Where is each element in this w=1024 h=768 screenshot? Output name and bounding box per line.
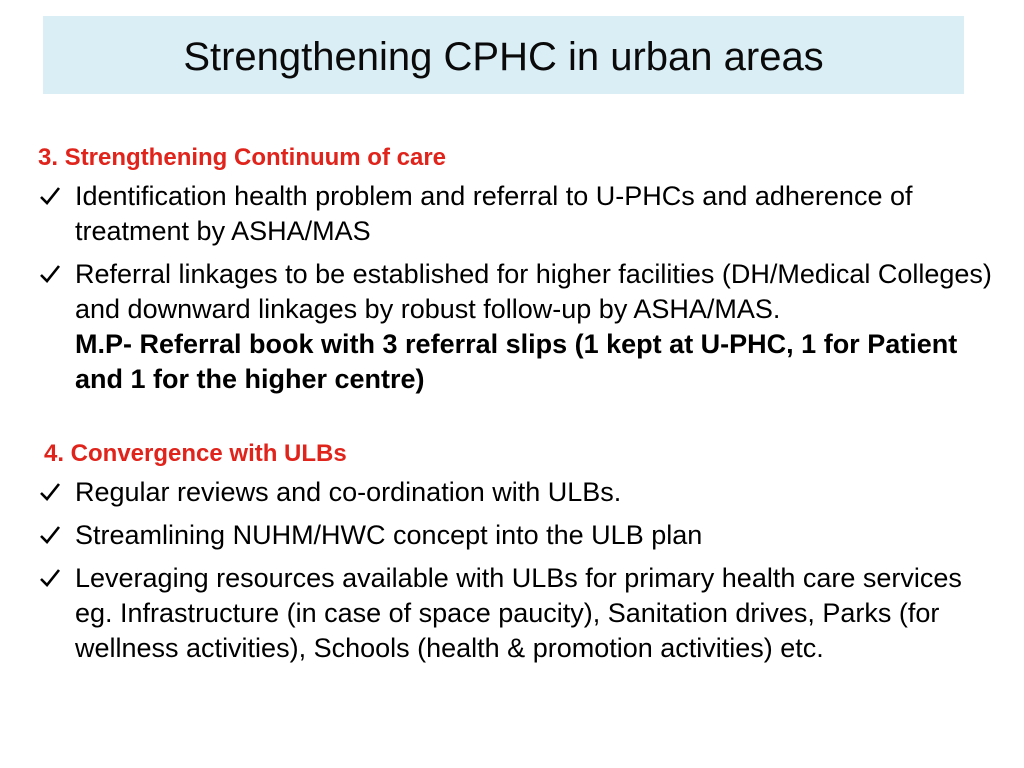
- checkmark-icon: [39, 475, 63, 510]
- title-bar: [43, 16, 964, 94]
- checkmark-icon: [39, 561, 63, 596]
- checkmark-icon: [39, 179, 63, 214]
- bullet-list: [38, 475, 998, 666]
- section-continuum-of-care: [38, 142, 998, 405]
- list-item: [38, 475, 998, 510]
- page-title: Strengthening CPHC in urban areas: [183, 35, 824, 79]
- section-convergence-ulbs: [38, 438, 998, 674]
- bullet-bold-note: M.P- Referral book with 3 referral slips (1 kept at U-PHC, 1 for Patient and 1 for the higher centre): [75, 329, 958, 394]
- checkmark-icon: [39, 257, 63, 292]
- list-item: [38, 179, 998, 249]
- bullet-list: [38, 179, 998, 397]
- list-item: [38, 561, 998, 666]
- bullet-text: Referral linkages to be established for higher facilities (DH/Medical Colleges) and downward linkages by robust follow-up by ASHA/MAS.: [75, 259, 992, 324]
- list-item: [38, 257, 998, 397]
- bullet-text: Regular reviews and co-ordination with ULBs.: [75, 477, 622, 507]
- bullet-text: Streamlining NUHM/HWC concept into the ULB plan: [75, 520, 703, 550]
- checkmark-icon: [39, 518, 63, 553]
- bullet-text: Leveraging resources available with ULBs for primary health care services eg. Infrastructure (in case of space paucity), Sanitation drives, Parks (for wellness activities), Schools (health & promotion activities) etc.: [75, 563, 962, 663]
- section-heading: 3. Strengthening Continuum of care: [38, 144, 447, 171]
- list-item: [38, 518, 998, 553]
- section-heading: 4. Convergence with ULBs: [44, 440, 347, 467]
- bullet-text: Identification health problem and referral to U-PHCs and adherence of treatment by ASHA/MAS: [75, 181, 913, 246]
